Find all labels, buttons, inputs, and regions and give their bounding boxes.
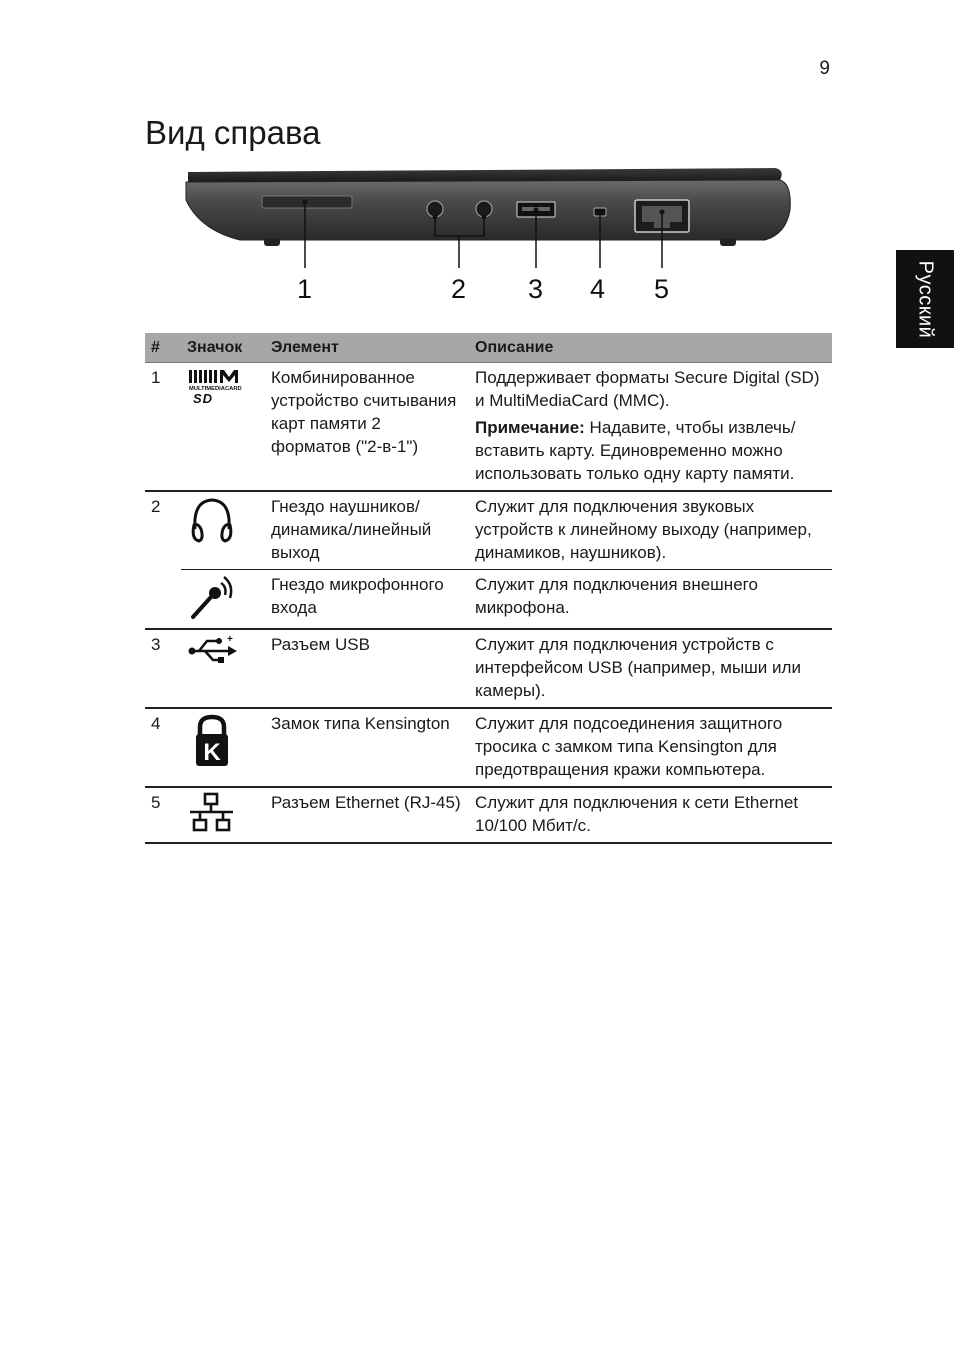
table-row [145, 363, 832, 492]
row-description: Служит для подключения к сети Ethernet 10/100 Мбит/с. [469, 787, 832, 843]
row-description: Служит для подсоединения защитного тросика с замком типа Kensington для предотвращения кражи компьютера. [469, 708, 832, 787]
ethernet-icon [187, 791, 237, 835]
callout-3: 3 [528, 274, 544, 304]
row-element: Гнездо наушников/динамика/линейный выход [265, 491, 469, 570]
header-icon: Значок [181, 333, 265, 363]
row-description-text: Поддерживает форматы Secure Digital (SD) и MultiMediaCard (MMC). [475, 368, 820, 410]
kensington-k-letter: K [203, 739, 221, 766]
ports-table [145, 333, 832, 844]
row-description [469, 363, 832, 492]
language-tab-label: Русский [914, 260, 937, 338]
mmc-text: MULTIMEDIACARD [189, 386, 242, 392]
row-note [475, 416, 826, 485]
callout-1: 1 [297, 274, 313, 304]
row-num: 1 [145, 363, 181, 492]
row-element: Комбинированное устройство считывания карт памяти 2 форматов ("2-в-1") [265, 363, 469, 492]
row-icon-cell [181, 570, 265, 630]
row-description: Служит для подключения звуковых устройств к линейному выходу (например, динамиков, наушников). [469, 491, 832, 570]
laptop-foot-left [264, 238, 280, 246]
row-num: 2 [151, 497, 161, 516]
table-row [145, 491, 832, 570]
row-num [145, 570, 181, 630]
row-num: 4 [145, 708, 181, 787]
callout-4: 4 [590, 274, 606, 304]
row-element: Гнездо микрофонного входа [265, 570, 469, 630]
row-icon-cell [181, 363, 265, 492]
row-num: 5 [145, 787, 181, 843]
usb-icon [187, 633, 239, 667]
kensington-lock-icon [187, 712, 237, 770]
table-header-row [145, 333, 832, 363]
laptop-side-illustration [180, 160, 800, 320]
multimediacard-sd-icon [187, 366, 249, 408]
row-icon-cell [181, 629, 265, 708]
callout-2: 2 [451, 274, 467, 304]
row-description: Служит для подключения устройств с интерфейсом USB (например, мыши или камеры). [469, 629, 832, 708]
row-num: 3 [145, 629, 181, 708]
row-icon-cell [181, 491, 265, 570]
note-label: Примечание: [475, 418, 585, 437]
svg-text:SD: SD [193, 391, 214, 406]
laptop-right-side-figure [180, 160, 800, 320]
table-row [145, 570, 832, 630]
table-row [145, 787, 832, 843]
header-description: Описание [469, 333, 832, 363]
row-icon-cell [181, 787, 265, 843]
callout-5: 5 [654, 274, 670, 304]
table-row [145, 629, 832, 708]
note-text: Надавите, чтобы извлечь/вставить карту. Единовременно можно использовать только одну карту памяти. [475, 418, 796, 483]
microphone-icon [187, 573, 237, 623]
language-tab [896, 250, 954, 348]
row-element: Разъем Ethernet (RJ-45) [265, 787, 469, 843]
row-icon-cell [181, 708, 265, 787]
header-num: # [145, 333, 181, 363]
header-element: Элемент [265, 333, 469, 363]
svg-text:+: + [227, 634, 233, 645]
table-row [145, 708, 832, 787]
page-title: Вид справа [145, 114, 321, 151]
headphones-icon [187, 495, 237, 547]
row-element: Разъем USB [265, 629, 469, 708]
row-element: Замок типа Kensington [265, 708, 469, 787]
row-description: Служит для подключения внешнего микрофона. [469, 570, 832, 630]
laptop-foot-right [720, 238, 736, 246]
page-number: 9 [819, 58, 830, 79]
